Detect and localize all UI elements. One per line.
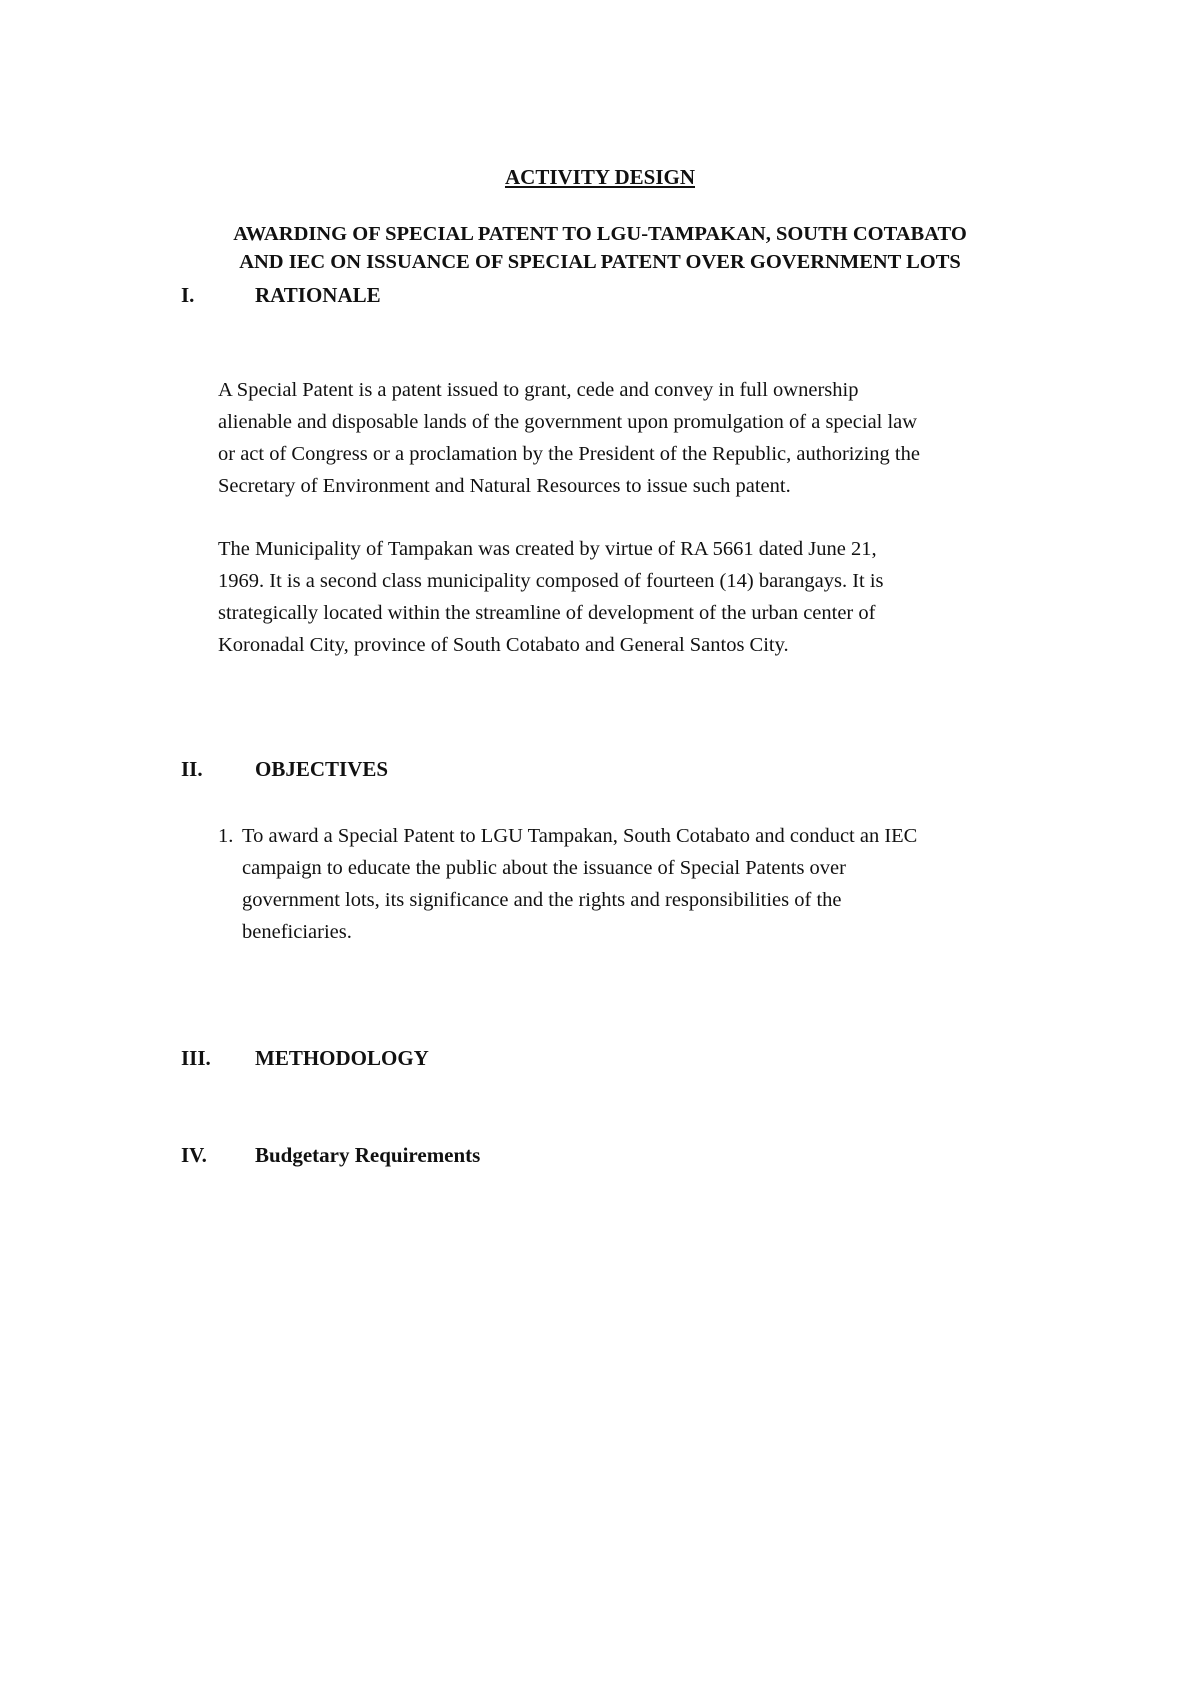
list-item-line: beneficiaries. bbox=[242, 921, 352, 943]
section-number: III. bbox=[181, 1046, 211, 1070]
paragraph-line: 1969. It is a second class municipality composed of fourteen (14) barangays. It is bbox=[218, 570, 884, 592]
section-number: IV. bbox=[181, 1143, 207, 1167]
rationale-paragraph-2 bbox=[218, 533, 1060, 661]
section-number: II. bbox=[181, 757, 203, 781]
list-item-line: campaign to educate the public about the issuance of Special Patents over bbox=[242, 857, 846, 879]
section-title: RATIONALE bbox=[255, 283, 381, 307]
paragraph-line: Secretary of Environment and Natural Resources to issue such patent. bbox=[218, 475, 791, 497]
section-number: I. bbox=[181, 283, 195, 307]
list-item-line: To award a Special Patent to LGU Tampakan, South Cotabato and conduct an IEC bbox=[242, 825, 918, 847]
section-title: METHODOLOGY bbox=[255, 1046, 429, 1070]
section-heading-methodology bbox=[181, 1045, 429, 1071]
paragraph-line: or act of Congress or a proclamation by the President of the Republic, authorizing the bbox=[218, 443, 920, 465]
document-subtitle bbox=[120, 220, 1080, 276]
list-item-line: government lots, its significance and the rights and responsibilities of the bbox=[242, 889, 842, 911]
paragraph-line: The Municipality of Tampakan was created by virtue of RA 5661 dated June 21, bbox=[218, 538, 877, 560]
section-heading-objectives bbox=[181, 756, 388, 782]
section-heading-budgetary-requirements bbox=[181, 1142, 480, 1168]
paragraph-line: alienable and disposable lands of the government upon promulgation of a special law bbox=[218, 411, 918, 433]
rationale-paragraph-1 bbox=[218, 374, 1060, 502]
document-title: ACTIVITY DESIGN bbox=[504, 165, 695, 189]
section-heading-rationale bbox=[181, 282, 381, 308]
paragraph-line: A Special Patent is a patent issued to grant, cede and convey in full ownership bbox=[218, 379, 859, 401]
section-title: Budgetary Requirements bbox=[255, 1143, 481, 1167]
section-title: OBJECTIVES bbox=[255, 757, 389, 781]
list-item bbox=[218, 820, 1060, 948]
subtitle-line: AND IEC ON ISSUANCE OF SPECIAL PATENT OVER GOVERNMENT LOTS bbox=[239, 251, 961, 273]
objectives-list bbox=[218, 820, 1060, 948]
paragraph-line: Koronadal City, province of South Cotabato and General Santos City. bbox=[218, 634, 789, 656]
subtitle-line: AWARDING OF SPECIAL PATENT TO LGU-TAMPAKAN, SOUTH COTABATO bbox=[233, 223, 967, 245]
list-marker: 1. bbox=[218, 825, 234, 847]
paragraph-line: strategically located within the streamline of development of the urban center of bbox=[218, 602, 876, 624]
